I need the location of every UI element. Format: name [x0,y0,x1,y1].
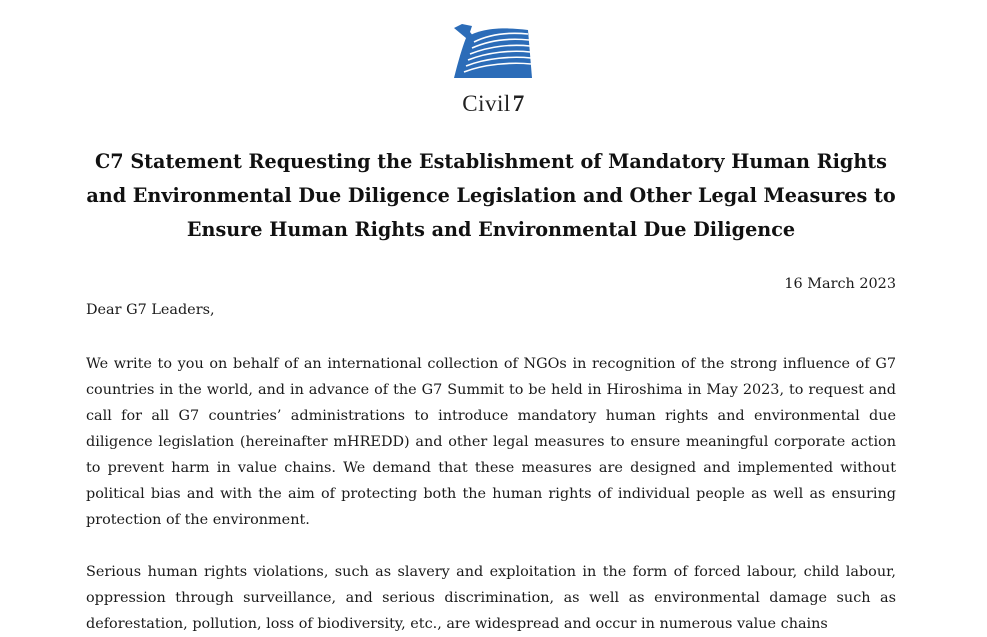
body-paragraph: We write to you on behalf of an international collection of NGOs in recognition of the strong influence of G7 countries in the world, and in advance of the G7 Summit to be held in Hiroshima in May 2023, to request and call for all G7 countries’ administrations to introduce mandatory human rights and environmental due diligence legislation (hereinafter mHREDD) and other legal measures to ensure meaningful corporate action to prevent harm in value chains. We demand that these measures are designed and implemented without political bias and with the aim of protecting both the human rights of individual people as well as ensuring protection of the environment. [86,356,896,528]
civil7-bird-logo-icon [452,22,534,80]
body-paragraph: Serious human rights violations, such as slavery and exploitation in the form of forced labour, child labour, oppression through surveillance, and serious discrimination, as well as environmental damage such as deforestation, pollution, loss of biodiversity, etc., are widespread and occur in numerous value chains [86,564,896,632]
org-name-text: Civil [462,91,511,116]
org-number: 7 [512,91,525,116]
page-title [60,145,922,247]
title-line: and Environmental Due Diligence Legislation and Other Legal Measures to [86,184,896,207]
salutation: Dear G7 Leaders, [86,302,215,318]
title-line: Ensure Human Rights and Environmental Due Diligence [186,218,796,241]
title-line: C7 Statement Requesting the Establishment of Mandatory Human Rights [95,150,887,173]
org-name [0,91,987,117]
document-date: 16 March 2023 [784,276,896,292]
